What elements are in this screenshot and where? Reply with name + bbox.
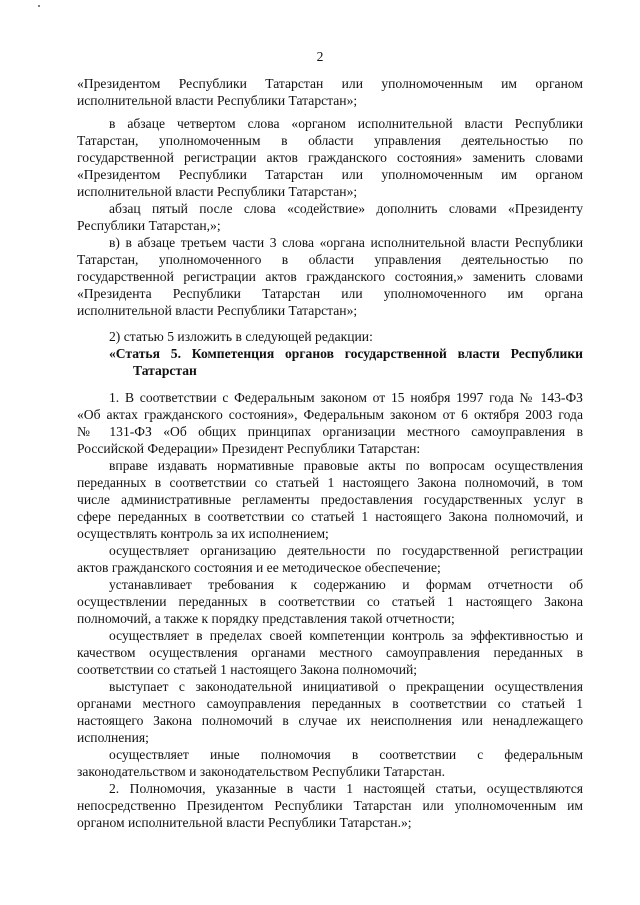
text-line: вправе издавать нормативные правовые акты по вопросам осуществления: [109, 458, 583, 473]
text-line: осуществляет в пределах своей компетенции контроль за эффективностью и: [109, 628, 583, 643]
text-line: в абзаце четвертом слова «органом исполнительной власти Республики: [109, 116, 583, 131]
text-line: «Президентом Республики Татарстан или уполномоченным им органом: [77, 76, 583, 91]
text-line: сфере переданных в соответствии со статьей 1 настоящего Закона полномочий, и: [77, 509, 583, 524]
text-line: числе административные регламенты предоставления государственных услуг в: [77, 492, 583, 507]
text-line: «Об актах гражданского состояния», Федеральным законом от 6 октября 2003 года: [77, 407, 583, 422]
text-line: органом исполнительной власти Республики Татарстан.»;: [77, 815, 412, 830]
text-line: выступает с законодательной инициативой о прекращении осуществления: [109, 679, 583, 694]
text-line: осуществляет иные полномочия в соответствии с федеральным: [109, 747, 583, 762]
text-line: абзац пятый после слова «содействие» дополнить словами «Президенту: [109, 201, 583, 216]
text-line: исполнительной власти Республики Татарстан»;: [77, 93, 358, 108]
text-line: в) в абзаце третьем части 3 слова «органа исполнительной власти Республики: [109, 235, 583, 250]
text-line: непосредственно Президентом Республики Татарстан или уполномоченным им: [77, 798, 583, 813]
text-line: настоящего Закона полномочий в случае их неисполнения или ненадлежащего: [77, 713, 583, 728]
text-line: осуществлять контроль за их исполнением;: [77, 526, 329, 541]
text-line: государственной регистрации актов гражданского состояния» заменить словами: [77, 150, 583, 165]
text-line: исполнительной власти Республики Татарстан»;: [77, 303, 358, 318]
text-line: качеством осуществления органами местного самоуправления переданных в: [77, 645, 583, 660]
text-line: переданных в соответствии со статьей 1 настоящего Закона полномочий, в том: [77, 475, 583, 490]
text-line: «Президентом Республики Татарстан или уполномоченным им органом: [77, 167, 583, 182]
text-line: Республики Татарстан,»;: [77, 218, 221, 233]
text-line: 2. Полномочия, указанные в части 1 настоящей статьи, осуществляются: [109, 781, 583, 796]
text-line: устанавливает требования к содержанию и формам отчетности об: [109, 577, 583, 592]
article-heading: «Статья 5. Компетенция органов государственной власти Республики: [109, 346, 583, 361]
page-number: 2: [316, 49, 324, 64]
text-line: «Президента Республики Татарстан или уполномоченного им органа: [77, 286, 583, 301]
text-line: Татарстан, уполномоченного в области управления деятельностью по: [77, 252, 583, 267]
text-line: 1. В соответствии с Федеральным законом от 15 ноября 1997 года № 143-ФЗ: [109, 390, 583, 405]
text-line: государственной регистрации актов гражданского состояния,» заменить словами: [77, 269, 583, 284]
text-line: осуществляет организацию деятельности по государственной регистрации: [109, 543, 583, 558]
text-line: соответствии со статьей 1 настоящего Закона полномочий;: [77, 662, 418, 677]
text-line: осуществлении переданных в соответствии со статьей 1 настоящего Закона: [77, 594, 583, 609]
text-line: 2) статью 5 изложить в следующей редакции:: [109, 329, 373, 344]
text-line: исполнительной власти Республики Татарстан»;: [77, 184, 358, 199]
scan-speck: [38, 5, 40, 7]
text-line: исполнения;: [77, 730, 149, 745]
text-line: Российской Федерации» Президент Республики Татарстан:: [77, 441, 421, 456]
article-heading-continued: Татарстан: [133, 363, 197, 378]
text-line: № 131-ФЗ «Об общих принципах организации местного самоуправления в: [77, 424, 583, 439]
text-line: полномочий, а также к порядку представления такой отчетности;: [77, 611, 455, 626]
text-line: законодательством и законодательством Республики Татарстан.: [77, 764, 446, 779]
text-line: Татарстан, уполномоченным в области управления деятельностью по: [77, 133, 583, 148]
text-line: актов гражданского состояния и ее методическое обеспечение;: [77, 560, 441, 575]
text-line: органами местного самоуправления переданных в соответствии со статьей 1: [77, 696, 583, 711]
